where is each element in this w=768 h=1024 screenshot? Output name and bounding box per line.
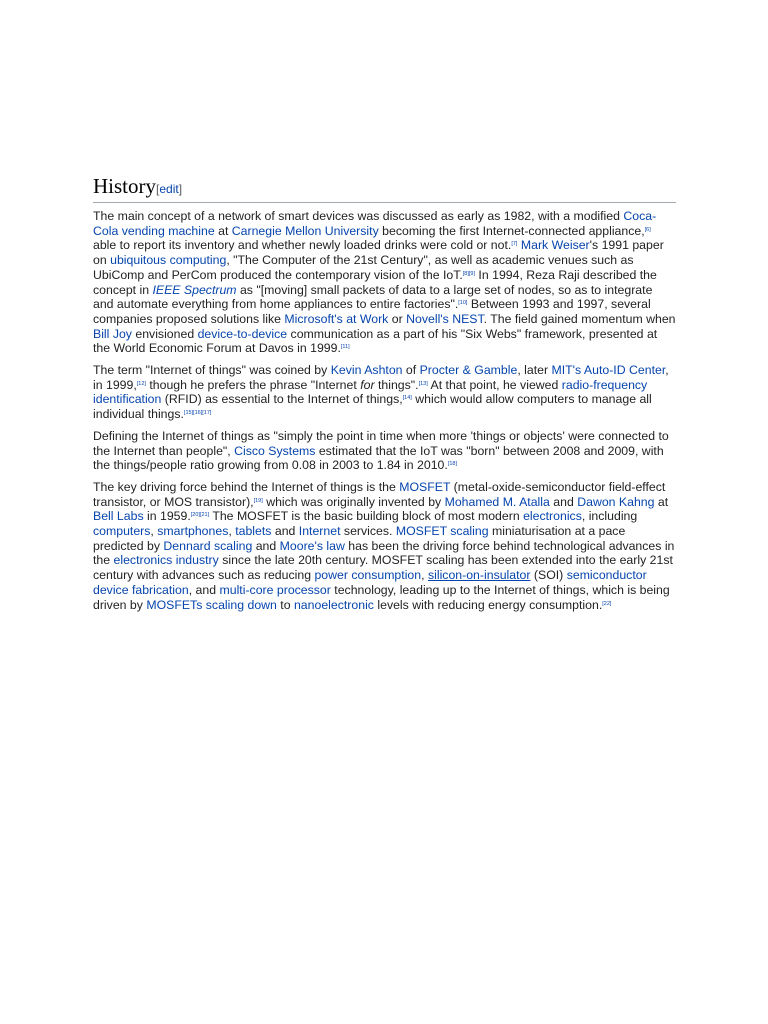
section-heading-history [93, 174, 676, 203]
text-run: as "[moving] small packets of data to a large set of nodes, so as to integrate and automate everything from home appliances to entire factories". [93, 282, 653, 312]
paragraph-3 [93, 429, 676, 473]
link-tablets[interactable]: tablets [235, 524, 272, 539]
citation-ref[interactable]: [7] [511, 241, 518, 248]
link-novell-s-nest[interactable]: Novell's NEST [406, 311, 484, 326]
text-run: , [421, 568, 428, 583]
text-run: becoming the first Internet-connected appliance, [378, 223, 645, 238]
text-run: at [214, 223, 232, 238]
link-multi-core-processor[interactable]: multi-core processor [219, 582, 331, 597]
text-run: and [271, 524, 299, 539]
citation-ref[interactable]: [13] [418, 380, 428, 387]
text-run: has been the driving force behind technological advances in the [93, 538, 675, 568]
link-silicon-on-insulator[interactable]: silicon-on-insulator [427, 568, 531, 583]
citation-ref[interactable]: [18] [447, 461, 457, 468]
text-run: The main concept of a network of smart devices was discussed as early as 1982, with a modified [93, 209, 624, 223]
link-ieee-spectrum[interactable]: IEEE Spectrum [152, 282, 237, 297]
text-run: able to report its inventory and whether newly loaded drinks were cold or not. [93, 238, 512, 253]
text-run: (SOI) [530, 568, 567, 583]
text-run: (metal-oxide-semiconductor field-effect transistor, or MOS transistor), [93, 479, 666, 509]
citation-ref[interactable]: [6] [644, 226, 651, 233]
link-dawon-kahng[interactable]: Dawon Kahng [577, 494, 655, 509]
text-run: and [252, 538, 280, 553]
text-run: In 1994, Reza Raji described the concept in [93, 267, 657, 297]
text-run: 's 1991 paper on [93, 238, 664, 268]
text-run: and [549, 494, 578, 509]
link-mosfets[interactable]: MOSFETs [146, 597, 203, 612]
citation-ref[interactable]: [19] [253, 497, 263, 504]
text-run: things". [374, 377, 419, 392]
text-run: Between 1993 and 1997, several companies proposed solutions like [93, 297, 651, 326]
text-run: , "The Computer of the 21st Century", as well as academic venues such as UbiComp and PerCom produced the contemporary vision of the IoT. [93, 253, 634, 282]
citation-ref[interactable]: [8][9] [462, 270, 476, 277]
link-electronics[interactable]: electronics [523, 509, 582, 524]
text-run: , in 1999, [93, 363, 669, 392]
text-run: At that point, he viewed [427, 377, 562, 392]
text-run: , [228, 524, 236, 539]
citation-ref[interactable]: [22] [602, 600, 612, 607]
link-bell-labs[interactable]: Bell Labs [93, 509, 144, 524]
link-bill-joy[interactable]: Bill Joy [93, 326, 132, 341]
citation-ref[interactable]: [10] [458, 300, 468, 307]
link-coca-cola-vending-machine[interactable]: Coca-Cola vending machine [93, 209, 657, 238]
link-semiconductor-device-fabrication[interactable]: semiconductor device fabrication [93, 568, 647, 597]
text-run: which was originally invented by [262, 494, 445, 509]
link-mark-weiser[interactable]: Mark Weiser [520, 238, 590, 253]
link-microsoft-s-at-work[interactable]: Microsoft's at Work [284, 311, 389, 326]
section-body [93, 209, 676, 612]
text-run: (RFID) as essential to the Internet of things, [161, 392, 403, 407]
link-dennard-scaling[interactable]: Dennard scaling [163, 538, 253, 553]
link-mosfet-scaling[interactable]: MOSFET scaling [395, 524, 489, 539]
text-run: The term "Internet of things" was coined by [93, 363, 331, 378]
text-run: The key driving force behind the Internet of things is the [93, 479, 400, 494]
link-mosfet[interactable]: MOSFET [399, 479, 451, 494]
link-mohamed-m-atalla[interactable]: Mohamed M. Atalla [444, 494, 550, 509]
article-section [93, 174, 676, 619]
text-run: levels with reducing energy consumption. [373, 597, 603, 612]
text-run: , including [581, 509, 638, 524]
citation-ref[interactable]: [14] [402, 395, 412, 402]
link-moore-s-law[interactable]: Moore's law [279, 538, 345, 553]
link-ubiquitous-computing[interactable]: ubiquitous computing [110, 253, 227, 268]
link-electronics-industry[interactable]: electronics industry [113, 553, 219, 568]
link-power-consumption[interactable]: power consumption [314, 568, 422, 583]
text-run: services. [340, 524, 396, 539]
link-cisco-systems[interactable]: Cisco Systems [234, 443, 316, 458]
text-run: , [150, 524, 158, 539]
text-run: technology, leading up to the Internet of things, which is being driven by [93, 582, 670, 612]
link-carnegie-mellon-university[interactable]: Carnegie Mellon University [231, 223, 379, 238]
link-mit-s-auto-id-center[interactable]: MIT's Auto-ID Center [551, 363, 666, 378]
text-run: since the late 20th century. MOSFET scaling has been extended into the early 21st century with advances such as reducing [93, 553, 673, 583]
link-scaling-down[interactable]: scaling down [205, 597, 277, 612]
text-run: though he prefers the phrase "Internet [145, 377, 361, 392]
text-run: The MOSFET is the basic building block of most modern [209, 509, 524, 524]
text-run: envisioned [131, 326, 198, 341]
paragraph-4 [93, 480, 676, 612]
text-run: estimated that the IoT was "born" between 2008 and 2009, with the things/people ratio growing from 0.08 in 2003 to 1.84 in 2010. [93, 443, 664, 473]
link-nanoelectronic[interactable]: nanoelectronic [293, 597, 374, 612]
text-run: Defining the Internet of things as "simply the point in time when more 'things or objects' were connected to the Internet than people", [93, 428, 669, 458]
citation-ref[interactable]: [20][21] [190, 512, 210, 519]
link-device-to-device[interactable]: device-to-device [197, 326, 288, 341]
citation-ref[interactable]: [15][16][17] [183, 410, 212, 417]
link-smartphones[interactable]: smartphones [157, 524, 229, 539]
text-run: , later [517, 363, 552, 378]
edit-link[interactable]: edit [159, 182, 179, 196]
text-run: . The field gained momentum when [483, 311, 676, 326]
text-run: at [654, 494, 669, 509]
section-heading-title: History [93, 174, 156, 198]
text-run: to [276, 597, 294, 612]
link-computers[interactable]: computers [93, 524, 151, 539]
text-run: in 1959. [143, 509, 191, 524]
text-run: communication as a part of his "Six Webs" framework, presented at the World Economic Forum at Davos in 1999. [93, 326, 658, 356]
text-run: for [360, 377, 375, 392]
text-run: miniaturisation at a pace predicted by [93, 524, 626, 553]
text-run: which would allow computers to manage all individual things. [93, 392, 652, 422]
link-internet[interactable]: Internet [298, 524, 341, 539]
paragraph-2 [93, 363, 676, 422]
paragraph-1 [93, 209, 676, 356]
citation-ref[interactable]: [11] [340, 344, 350, 351]
text-run: , and [188, 582, 220, 597]
text-run: or [388, 311, 407, 326]
link-procter-gamble[interactable]: Procter & Gamble [419, 363, 518, 378]
edit-section: [edit] [156, 182, 183, 196]
text-run: of [402, 363, 420, 378]
link-kevin-ashton[interactable]: Kevin Ashton [330, 363, 403, 378]
link-radio-frequency-identification[interactable]: radio-frequency identification [93, 377, 648, 407]
citation-ref[interactable]: [12] [136, 380, 146, 387]
